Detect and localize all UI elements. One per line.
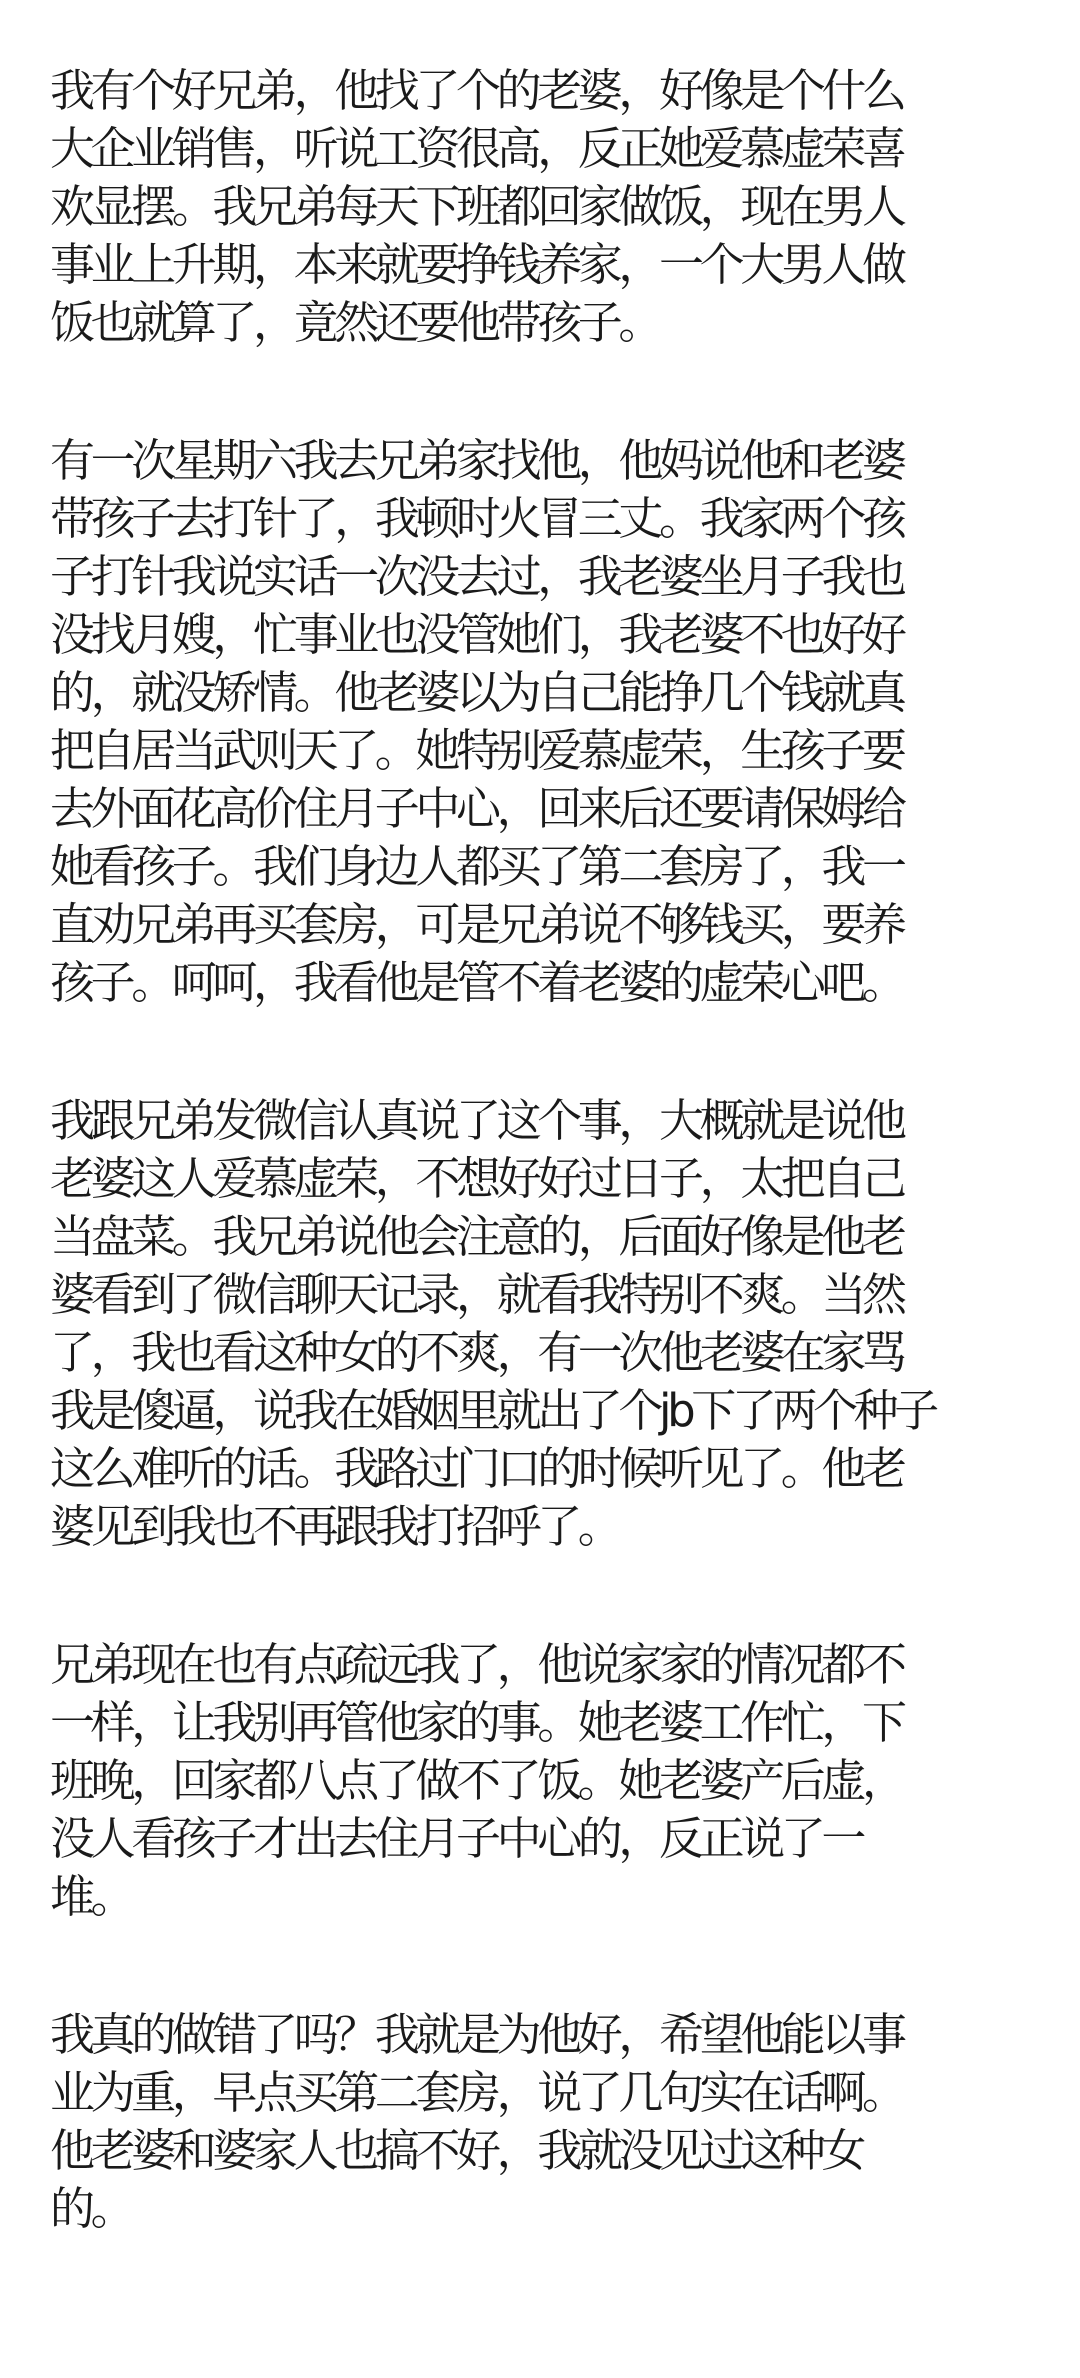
text-line: 欢显摆。我兄弟每天下班都回家做饭，现在男人 [50, 180, 903, 233]
text-line: 事业上升期，本来就要挣钱养家，一个大男人做 [50, 238, 903, 291]
text-line: 带孩子去打针了，我顿时火冒三丈。我家两个孩 [50, 492, 903, 545]
paragraph-3 [50, 1092, 1080, 1556]
text-line: 这么难听的话。我路过门口的时候听见了。他老 [50, 1442, 903, 1495]
text-line: 他老婆和婆家人也搞不好，我就没见过这种女 [50, 2124, 863, 2177]
text-line: 的。 [50, 2182, 132, 2235]
paragraph-4 [50, 1636, 1080, 1926]
text-line: 有一次星期六我去兄弟家找他，他妈说他和老婆 [50, 434, 903, 487]
text-line: 当盘菜。我兄弟说他会注意的，后面好像是他老 [50, 1210, 903, 1263]
paragraph-5 [50, 2006, 1080, 2238]
text-line: 业为重，早点买第二套房，说了几句实在话啊。 [50, 2066, 903, 2119]
text-line: 班晚，回家都八点了做不了饭。她老婆产后虚， [50, 1754, 903, 1807]
text-line: 饭也就算了，竟然还要他带孩子。 [50, 296, 660, 349]
text-line: 了，我也看这种女的不爽，有一次他老婆在家骂 [50, 1326, 903, 1379]
text-line: 把自居当武则天了。她特别爱慕虚荣，生孩子要 [50, 724, 903, 777]
text-line: 大企业销售，听说工资很高，反正她爱慕虚荣喜 [50, 122, 903, 175]
text-line: 我是傻逼，说我在婚姻里就出了个jb下了两个种子 [50, 1384, 935, 1437]
paragraph-2 [50, 432, 1080, 1012]
text-line: 婆见到我也不再跟我打招呼了。 [50, 1500, 619, 1553]
text-line: 孩子。呵呵，我看他是管不着老婆的虚荣心吧。 [50, 956, 903, 1009]
text-line: 我跟兄弟发微信认真说了这个事，大概就是说他 [50, 1094, 903, 1147]
text-line: 老婆这人爱慕虚荣，不想好好过日子，太把自己 [50, 1152, 903, 1205]
text-line: 婆看到了微信聊天记录，就看我特别不爽。当然 [50, 1268, 903, 1321]
text-line: 子打针我说实话一次没去过，我老婆坐月子我也 [50, 550, 903, 603]
text-line: 没找月嫂，忙事业也没管她们，我老婆不也好好 [50, 608, 903, 661]
text-line: 堆。 [50, 1870, 132, 1923]
text-line: 去外面花高价住月子中心，回来后还要请保姆给 [50, 782, 903, 835]
text-line: 兄弟现在也有点疏远我了，他说家家的情况都不 [50, 1638, 903, 1691]
text-line: 我真的做错了吗？我就是为他好，希望他能以事 [50, 2008, 903, 2061]
text-line: 没人看孩子才出去住月子中心的，反正说了一 [50, 1812, 863, 1865]
paragraph-1 [50, 62, 1080, 352]
text-line: 她看孩子。我们身边人都买了第二套房了，我一 [50, 840, 903, 893]
text-line: 一样，让我别再管他家的事。她老婆工作忙，下 [50, 1696, 903, 1749]
text-line: 的，就没矫情。他老婆以为自己能挣几个钱就真 [50, 666, 903, 719]
text-line: 我有个好兄弟，他找了个的老婆，好像是个什么 [50, 64, 903, 117]
text-line: 直劝兄弟再买套房，可是兄弟说不够钱买，要养 [50, 898, 903, 951]
